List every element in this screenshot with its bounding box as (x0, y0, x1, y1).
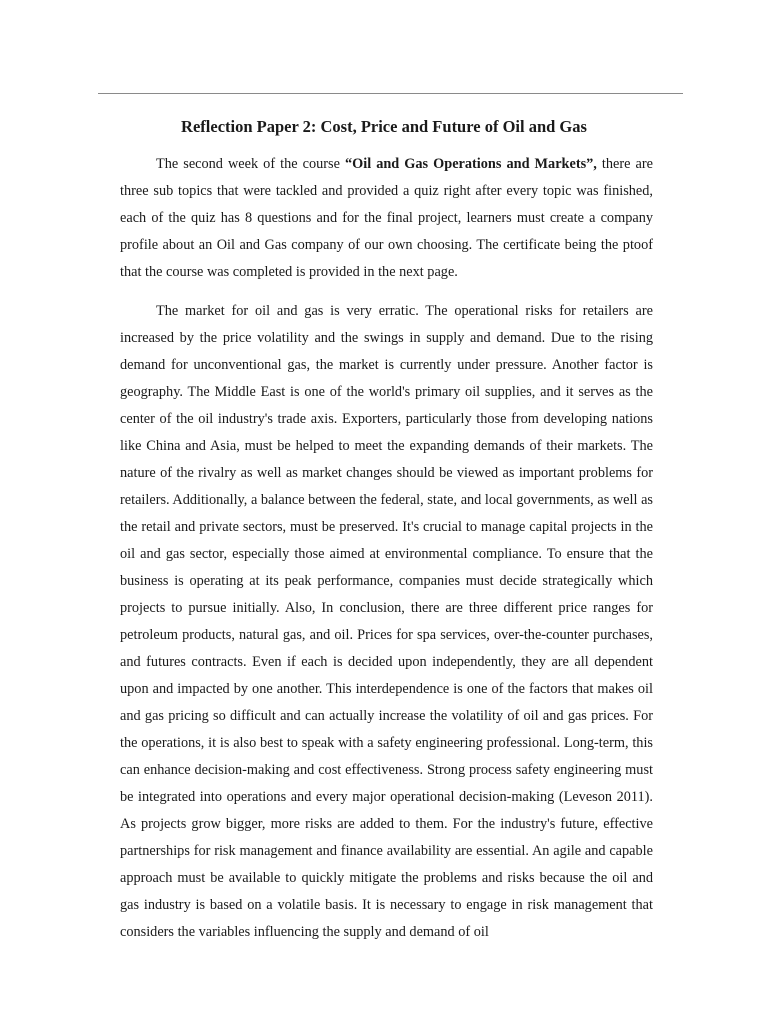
paragraph-intro-lead: The second week of the course (156, 156, 345, 172)
header-rule (98, 93, 683, 94)
paragraph-intro-rest: there are three sub topics that were tackled and provided a quiz right after every topic was finished, each of the quiz has 8 questions and for the final project, learners must create a company profile about an Oil and Gas company of our own choosing. The certificate being the ptoof that the course was completed is provided in the next page. (120, 156, 653, 280)
document-body (120, 151, 653, 946)
paragraph-intro (120, 151, 653, 286)
document-title: Reflection Paper 2: Cost, Price and Future of Oil and Gas (181, 117, 587, 136)
course-name: “Oil and Gas Operations and Markets”, (344, 156, 597, 172)
paragraph-market: The market for oil and gas is very erratic. The operational risks for retailers are increased by the price volatility and the swings in supply and demand. Due to the rising demand for unconventional gas, the market is currently under pressure. Another factor is geography. The Middle East is one of the world's primary oil supplies, and it serves as the center of the oil industry's trade axis. Exporters, particularly those from developing nations like China and Asia, must be helped to meet the expanding demands of their markets. The nature of the rivalry as well as market changes should be viewed as important problems for retailers. Additionally, a balance between the federal, state, and local governments, as well as the retail and private sectors, must be preserved. It's crucial to manage capital projects in the oil and gas sector, especially those aimed at environmental compliance. To ensure that the business is operating at its peak performance, companies must decide strategically which projects to pursue initially. Also, In conclusion, there are three different price ranges for petroleum products, natural gas, and oil. Prices for spa services, over-the-counter purchases, and futures contracts. Even if each is decided upon independently, they are all dependent upon and impacted by one another. This interdependence is one of the factors that makes oil and gas pricing so difficult and can actually increase the volatility of oil and gas prices. For the operations, it is also best to speak with a safety engineering professional. Long-term, this can enhance decision-making and cost effectiveness. Strong process safety engineering must be integrated into operations and every major operational decision-making (Leveson 2011). As projects grow bigger, more risks are added to them. For the industry's future, effective partnerships for risk management and finance availability are essential. An agile and capable approach must be available to quickly mitigate the problems and risks because the oil and gas industry is based on a volatile basis. It is necessary to engage in risk management that considers the variables influencing the supply and demand of oil (120, 303, 653, 940)
